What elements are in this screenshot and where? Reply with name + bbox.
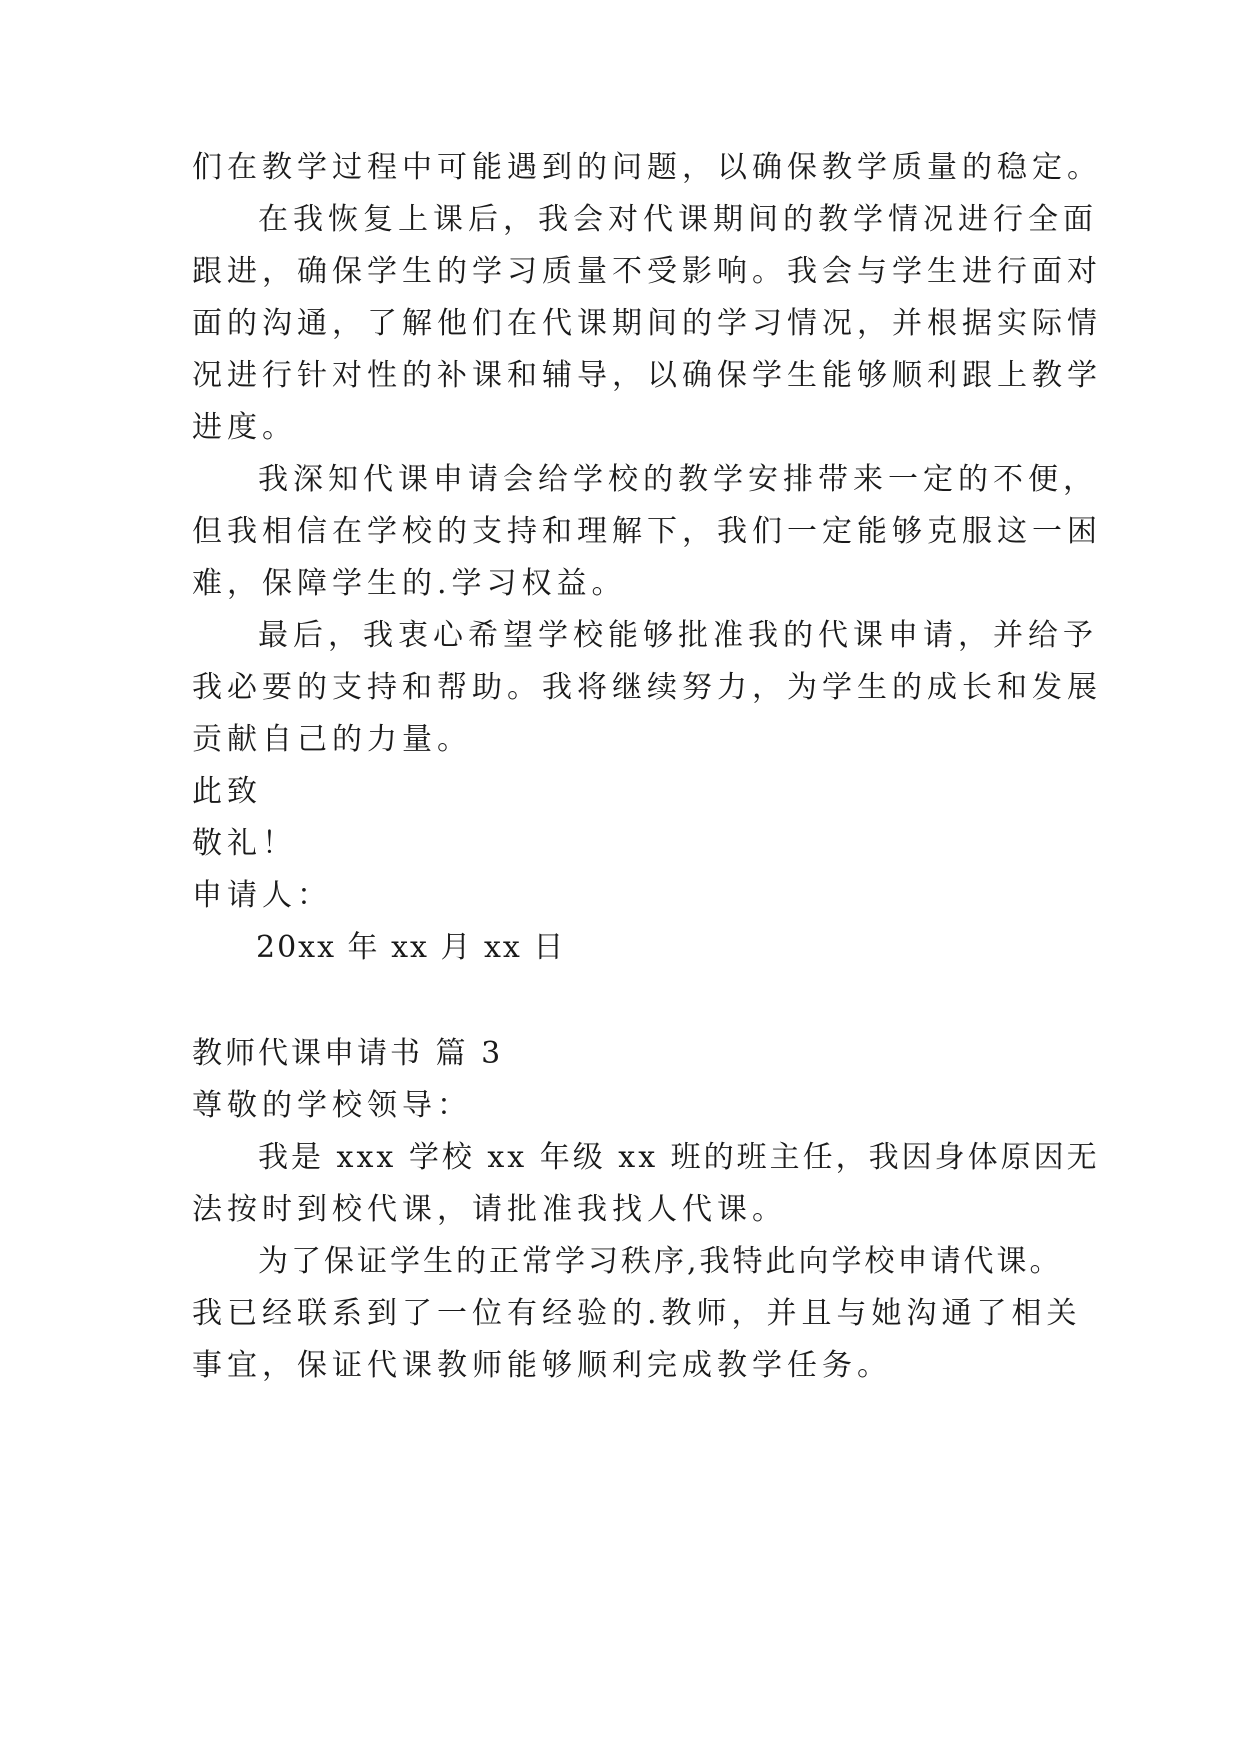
paragraph-line: 难，保障学生的.学习权益。 bbox=[192, 566, 627, 601]
paragraph-line: 贡献自己的力量。 bbox=[192, 722, 472, 757]
closing-salutation: 此致 bbox=[192, 774, 262, 809]
paragraph-line: 况进行针对性的补课和辅导，以确保学生能够顺利跟上教学 bbox=[192, 358, 1102, 393]
paragraph-line: 为了保证学生的正常学习秩序,我特此向学校申请代课。 bbox=[258, 1244, 1063, 1279]
date-line: 20xx 年 xx 月 xx 日 bbox=[256, 930, 566, 965]
greeting-line: 尊敬的学校领导： bbox=[192, 1088, 472, 1123]
paragraph-line: 跟进，确保学生的学习质量不受影响。我会与学生进行面对 bbox=[192, 254, 1102, 289]
paragraph-line: 们在教学过程中可能遇到的问题，以确保教学质量的稳定。 bbox=[192, 150, 1102, 185]
paragraph-line: 事宜，保证代课教师能够顺利完成教学任务。 bbox=[192, 1348, 892, 1383]
section-heading: 教师代课申请书 篇 3 bbox=[192, 1036, 504, 1071]
paragraph-line: 我深知代课申请会给学校的教学安排带来一定的不便， bbox=[258, 462, 1098, 497]
paragraph-line: 我是 xxx 学校 xx 年级 xx 班的班主任，我因身体原因无 bbox=[258, 1140, 1100, 1175]
paragraph-line: 进度。 bbox=[192, 410, 297, 445]
paragraph-line: 我已经联系到了一位有经验的.教师，并且与她沟通了相关 bbox=[192, 1296, 1082, 1331]
paragraph-line: 面的沟通，了解他们在代课期间的学习情况，并根据实际情 bbox=[192, 306, 1102, 341]
paragraph-line: 法按时到校代课，请批准我找人代课。 bbox=[192, 1192, 787, 1227]
applicant-label: 申请人： bbox=[192, 878, 332, 913]
paragraph-line: 我必要的支持和帮助。我将继续努力，为学生的成长和发展 bbox=[192, 670, 1102, 705]
paragraph-line: 最后，我衷心希望学校能够批准我的代课申请，并给予 bbox=[258, 618, 1098, 653]
closing-regards: 敬礼！ bbox=[192, 826, 297, 861]
paragraph-line: 但我相信在学校的支持和理解下，我们一定能够克服这一困 bbox=[192, 514, 1102, 549]
paragraph-line: 在我恢复上课后，我会对代课期间的教学情况进行全面 bbox=[258, 202, 1098, 237]
